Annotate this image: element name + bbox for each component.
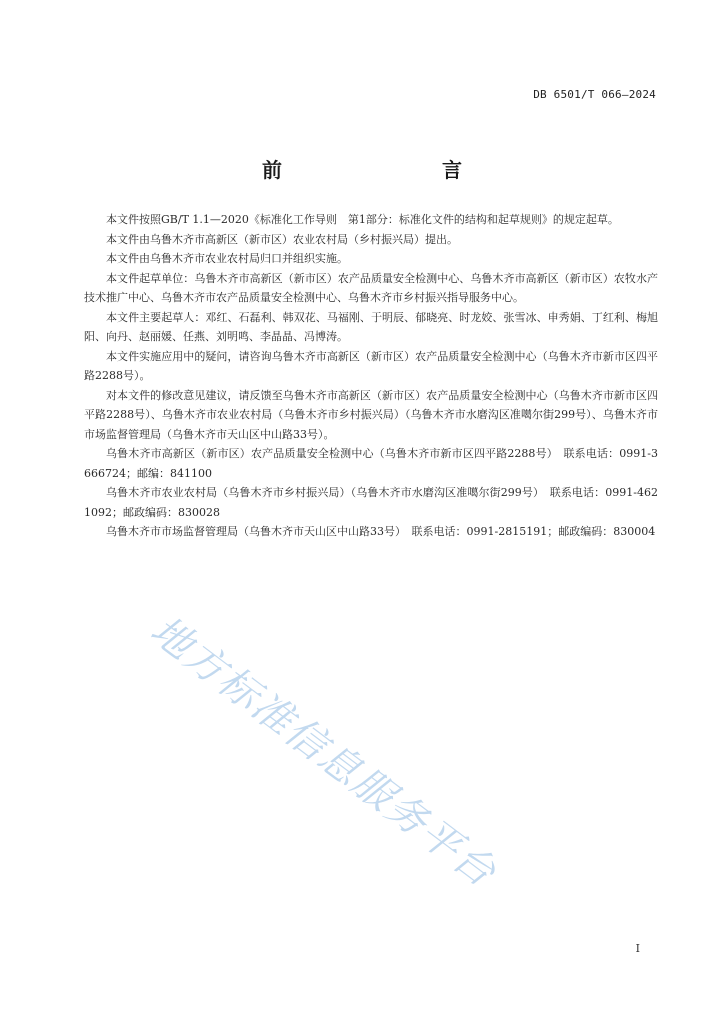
contact-testing-center: 乌鲁木齐市高新区（新市区）农产品质量安全检测中心（乌鲁木齐市新市区四平路2288号） 联系电话：0991-3666724；邮编：841100 <box>84 447 658 480</box>
paragraph-drafters: 本文件主要起草人：邓红、石磊利、韩双花、马福刚、于明辰、郁晓亮、时龙姣、张雪冰、申秀娟、丁红利、梅旭阳、向丹、赵丽媛、任燕、刘明鸣、李晶晶、冯博涛。 <box>84 310 658 343</box>
paragraph-feedback: 对本文件的修改意见建议，请反馈至乌鲁木齐市高新区（新市区）农产品质量安全检测中心（乌鲁木齐市新市区四平路2288号）、乌鲁木齐市农业农村局（乌鲁木齐市乡村振兴局）（乌鲁木齐市水磨沟区准噶尔街299号）、乌鲁木齐市市场监督管理局（乌鲁木齐市天山区中山路33号）。 <box>84 388 658 441</box>
foreword-body <box>84 210 658 542</box>
contact-market-supervision: 乌鲁木齐市市场监督管理局（乌鲁木齐市天山区中山路33号） 联系电话：0991-2815191；邮政编码：830004 <box>106 525 656 538</box>
contact-agriculture-bureau: 乌鲁木齐市农业农村局（乌鲁木齐市乡村振兴局）（乌鲁木齐市水磨沟区准噶尔街299号） 联系电话：0991-4621092；邮政编码：830028 <box>84 486 658 519</box>
page-title: 前 言 <box>262 158 502 182</box>
paragraph-inquiries: 本文件实施应用中的疑问，请咨询乌鲁木齐市高新区（新市区）农产品质量安全检测中心（乌鲁木齐市新市区四平路2288号）。 <box>84 349 658 382</box>
paragraph-drafting-units: 本文件起草单位：乌鲁木齐市高新区（新市区）农产品质量安全检测中心、乌鲁木齐市高新区（新市区）农牧水产技术推广中心、乌鲁木齐市农产品质量安全检测中心、乌鲁木齐市乡村振兴指导服务中心。 <box>84 271 658 304</box>
watermark-text: 地方标准信息服务平台 <box>141 607 506 897</box>
paragraph-centralized-unit: 本文件由乌鲁木齐市农业农村局归口并组织实施。 <box>106 252 348 265</box>
paragraph-drafting-rules: 本文件按照GB/T 1.1—2020《标准化工作导则 第1部分：标准化文件的结构和起草规则》的规定起草。 <box>106 213 619 226</box>
standard-code: DB 6501/T 066—2024 <box>533 88 656 101</box>
paragraph-proposer: 本文件由乌鲁木齐市高新区（新市区）农业农村局（乡村振兴局）提出。 <box>106 232 458 246</box>
page-number: I <box>635 942 640 955</box>
